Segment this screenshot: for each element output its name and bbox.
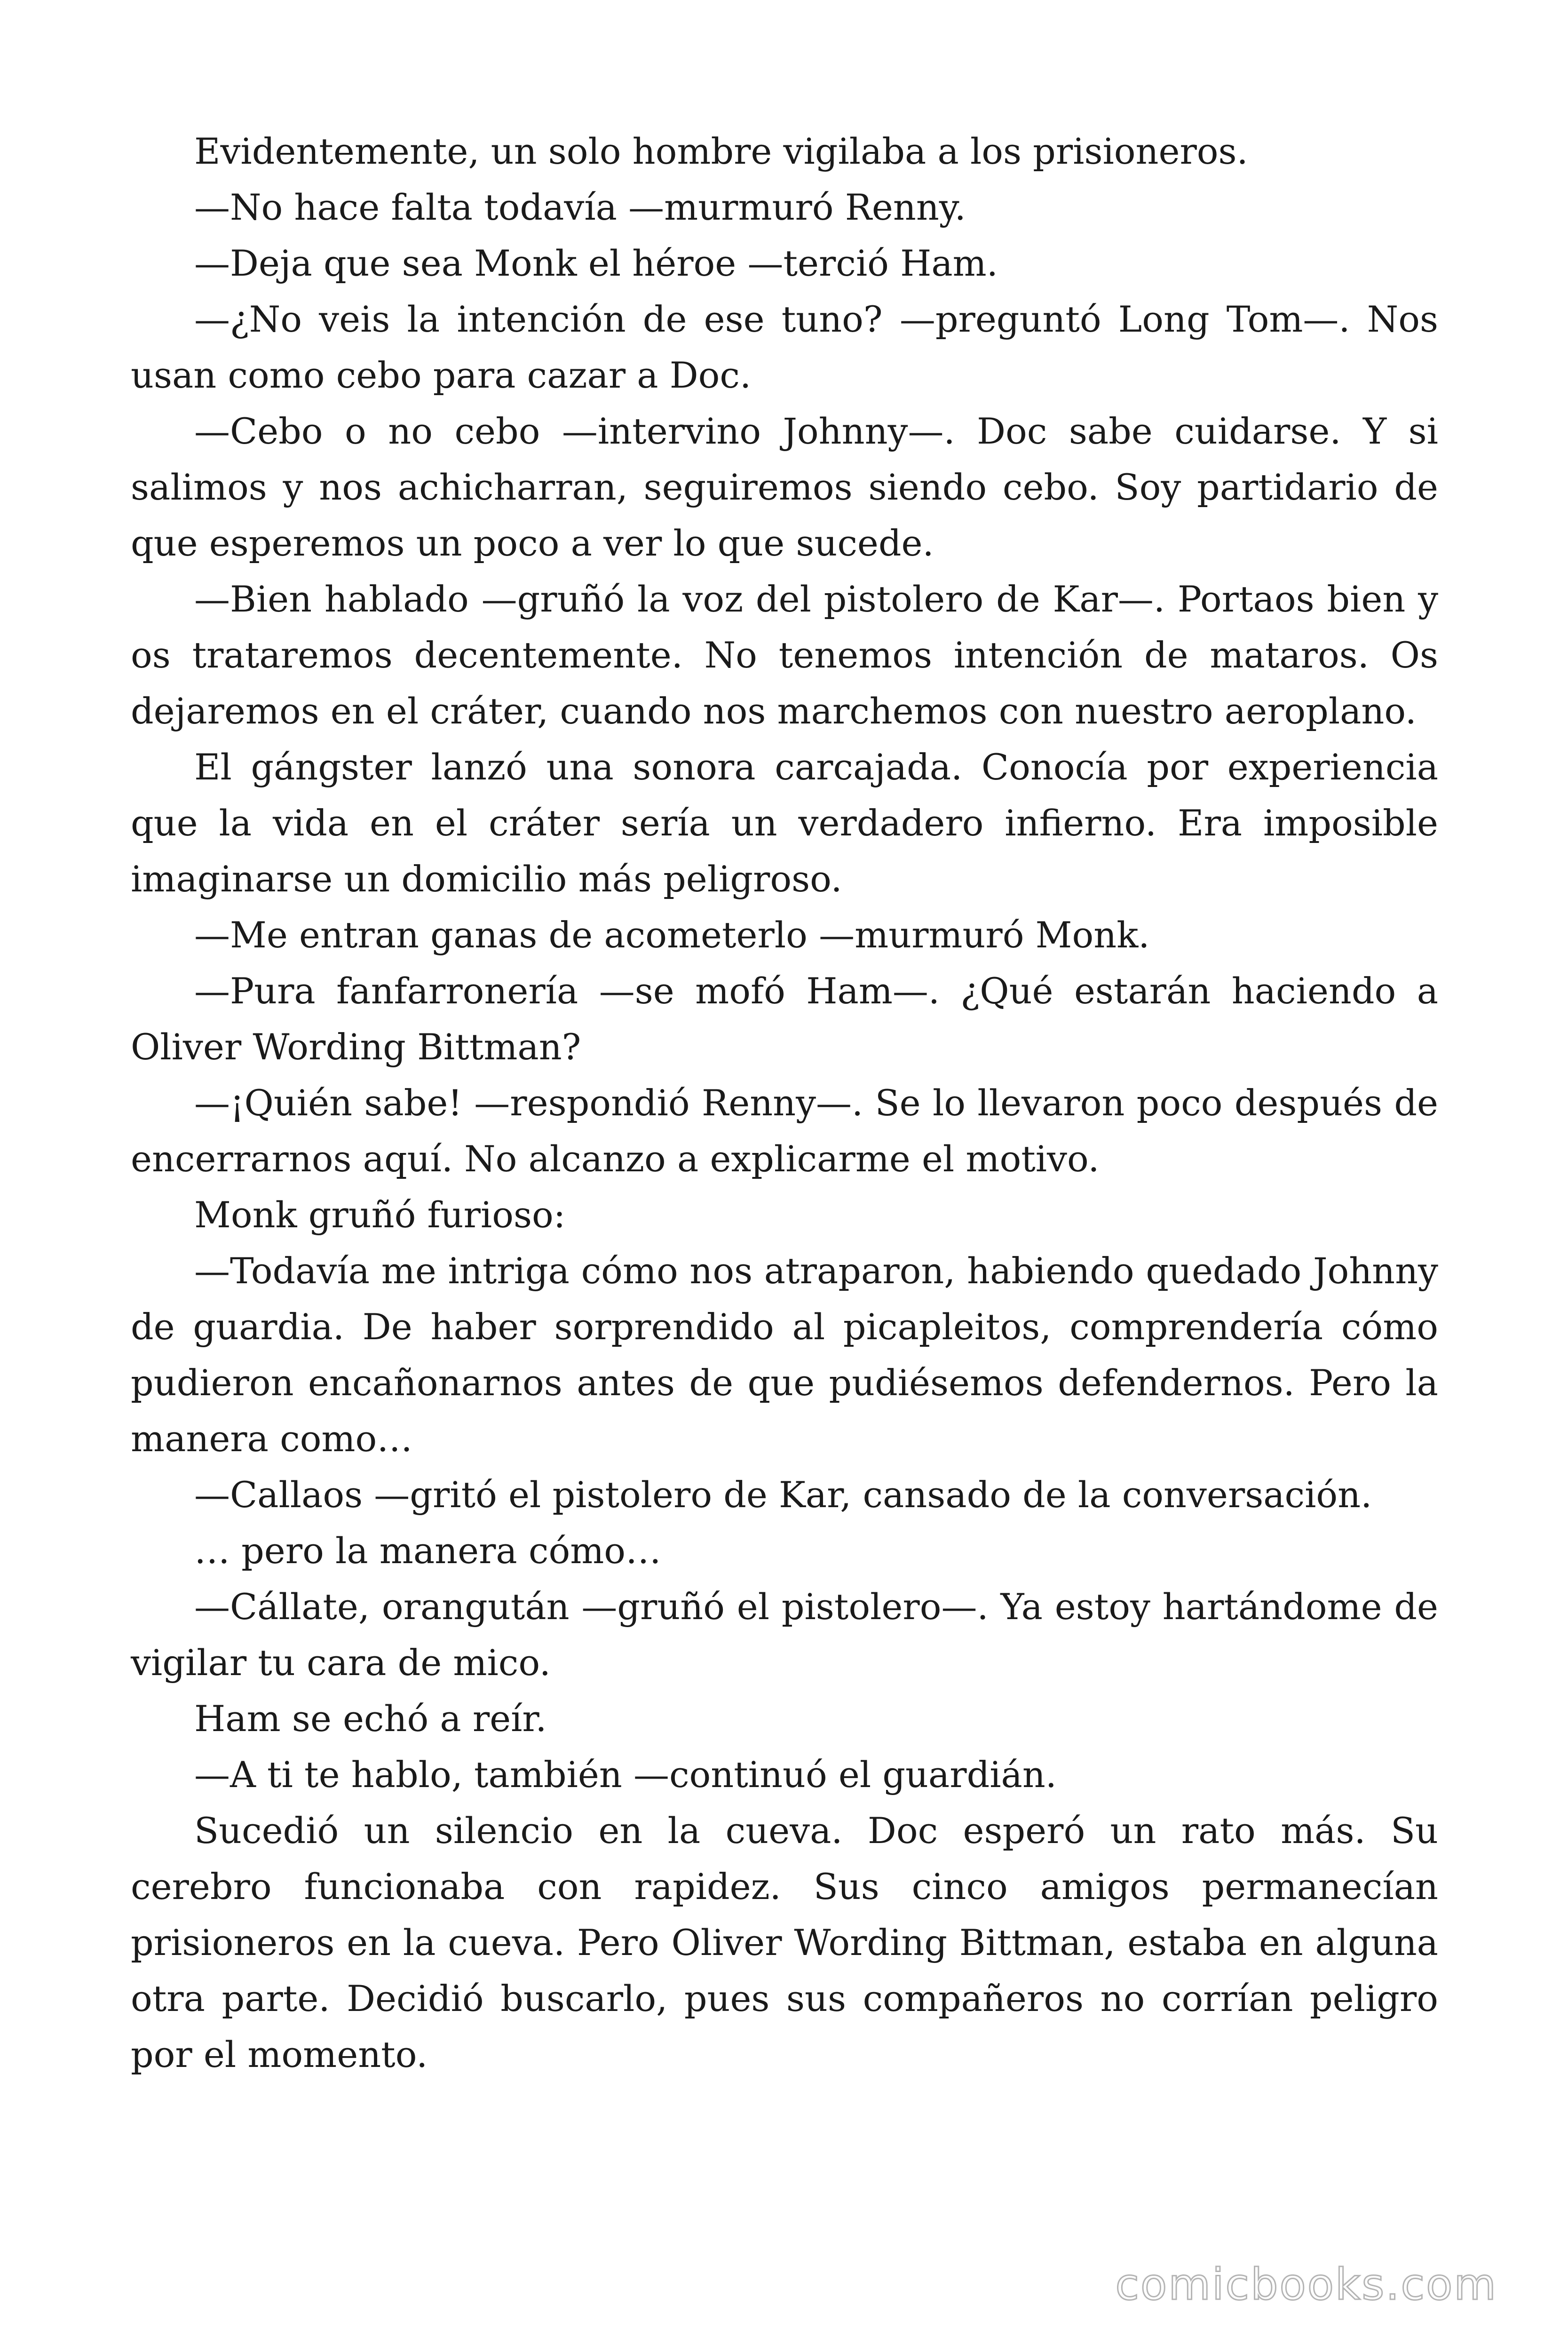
paragraph: Evidentemente, un solo hombre vigilaba a los prisioneros. — [194, 130, 1248, 172]
paragraph: —Pura fanfarronería —se mofó Ham—. ¿Qué estarán haciendo a Oliver Wording Bittman? — [131, 970, 1438, 1068]
paragraph: —A ti te hablo, también —continuó el guardián. — [194, 1754, 1057, 1796]
paragraph: … pero la manera cómo… — [194, 1530, 662, 1572]
paragraph: Ham se echó a reír. — [194, 1698, 547, 1740]
paragraph: Monk gruñó furioso: — [194, 1194, 566, 1236]
paragraph: El gángster lanzó una sonora carcajada. Conocía por experiencia que la vida en el cráter sería un verdadero infierno. Era imposible imaginarse un domicilio más peligroso. — [131, 746, 1438, 900]
paragraph: —Cebo o no cebo —intervino Johnny—. Doc sabe cuidarse. Y si salimos y nos achicharran, seguiremos siendo cebo. Soy partidario de que esperemos un poco a ver lo que sucede. — [131, 410, 1438, 564]
book-page-text — [131, 123, 1438, 2082]
paragraph: —No hace falta todavía —murmuró Renny. — [194, 186, 966, 228]
watermark: comicbooks.com — [1115, 2259, 1497, 2310]
paragraph: —Todavía me intriga cómo nos atraparon, habiendo quedado Johnny de guardia. De haber sorprendido al picapleitos, comprendería cómo pudieron encañonarnos antes de que pudiésemos defendernos. Pero la manera como… — [131, 1250, 1438, 1460]
paragraph: Sucedió un silencio en la cueva. Doc esperó un rato más. Su cerebro funcionaba con rapidez. Sus cinco amigos permanecían prisioneros en la cueva. Pero Oliver Wording Bittman, estaba en alguna otra parte. Decidió buscarlo, pues sus compañeros no corrían peligro por el momento. — [131, 1810, 1438, 2075]
paragraph: —¡Quién sabe! —respondió Renny—. Se lo llevaron poco después de encerrarnos aquí. No alcanzo a explicarme el motivo. — [131, 1082, 1438, 1180]
paragraph: —Callaos —gritó el pistolero de Kar, cansado de la conversación. — [194, 1474, 1372, 1516]
paragraph: —Deja que sea Monk el héroe —terció Ham. — [194, 242, 998, 284]
paragraph: —Bien hablado —gruñó la voz del pistolero de Kar—. Portaos bien y os trataremos decentemente. No tenemos intención de mataros. Os dejaremos en el cráter, cuando nos marchemos con nuestro aeroplano. — [131, 578, 1438, 732]
paragraph: —Cállate, orangután —gruñó el pistolero—. Ya estoy hartándome de vigilar tu cara de mico. — [131, 1586, 1438, 1684]
paragraph: —¿No veis la intención de ese tuno? —preguntó Long Tom—. Nos usan como cebo para cazar a Doc. — [131, 298, 1438, 396]
paragraph: —Me entran ganas de acometerlo —murmuró Monk. — [194, 914, 1150, 956]
